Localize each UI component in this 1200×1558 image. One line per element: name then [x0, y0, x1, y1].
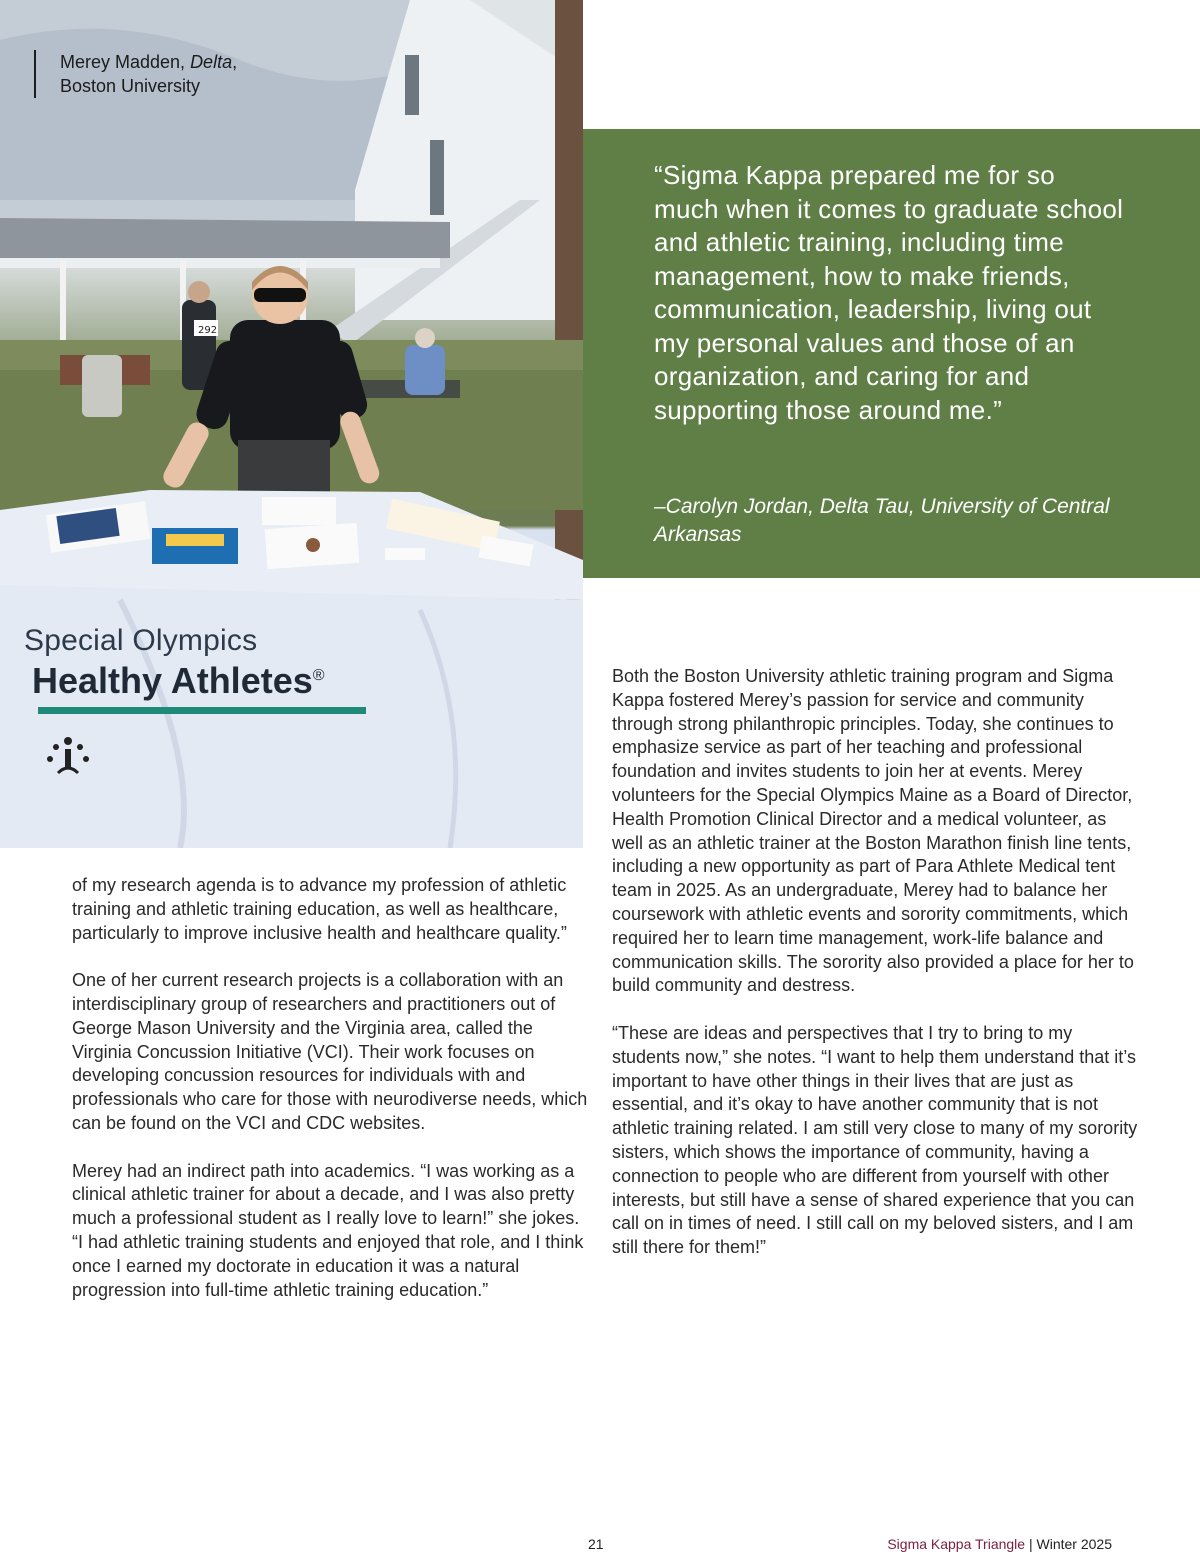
- table-label-special-olympics: Special Olympics: [24, 624, 258, 657]
- paragraph: “These are ideas and perspectives that I try to bring to my students now,” she notes. “I want to help them understand that it’s important to have other things in their lives that are just as essential, and it’s okay to have another community that is not athletic training related. I am still very close to many of my sorority sisters, which shows the importance of community, having a connection to people who are different from yourself with other interests, but still have a sense of shared experience that you can call on in times of need. I still call on my beloved sisters, and I am still there for them!”: [612, 1022, 1138, 1258]
- magazine-name: Sigma Kappa Triangle: [887, 1536, 1026, 1552]
- paragraph: Both the Boston University athletic training program and Sigma Kappa fostered Merey’s passion for service and community through strong philanthropic principles. Today, she continues to emphasize service as part of her teaching and professional foundation and invites students to join her at events. Merey volunteers for the Special Olympics Maine as a Board of Director, Health Promotion Clinical Director and a medical volunteer, as well as an athletic trainer at the Boston Marathon finish line tents, including a new opportunity as part of Para Athlete Medical tent team in 2025. As an undergraduate, Merey had to balance her coursework with athletic events and sorority commitments, which required her to learn time management, work-life balance and communication skills. The sorority also provided a place for her to build community and destress.: [612, 666, 1134, 996]
- paragraph: One of her current research projects is a collaboration with an interdisciplinary group of researchers and practitioners out of George Mason University and the Virginia area, called the Virginia Concussion Initiative (VCI). Their work focuses on developing concussion resources for individuals with and professionals who care for those with neurodiverse needs, which can be found on the VCI and CDC websites.: [72, 970, 588, 1133]
- issue-label: Winter 2025: [1036, 1536, 1112, 1552]
- article-column-left: [72, 874, 592, 1326]
- feature-photo: [0, 0, 583, 848]
- photo-scene: [0, 0, 583, 848]
- caption-school: Boston University: [60, 76, 201, 96]
- pull-quote-text: “Sigma Kappa prepared me for so much when it comes to graduate school and athletic training, including time management, how to make friends, communication, leadership, living out my personal values and those of an organization, and caring for and supporting those around me.”: [654, 160, 1124, 425]
- paragraph: Merey had an indirect path into academics. “I was working as a clinical athletic trainer for about a decade, and I was also pretty much a professional student as I really love to learn!” she jokes. “I had athletic training students and enjoyed that role, and I think once I earned my doctorate in education it was a natural progression into full-time athletic training education.”: [72, 1160, 584, 1300]
- footer-publication: [887, 1536, 1112, 1552]
- article-column-right: [612, 665, 1142, 1284]
- photo-caption: [34, 50, 237, 98]
- pull-quote-attribution: –Carolyn Jordan, Delta Tau, University of Central Arkansas: [654, 495, 1110, 546]
- page-number: 21: [588, 1536, 604, 1552]
- table-label-healthy-athletes: [32, 660, 325, 702]
- caption-chapter: Delta: [190, 52, 233, 72]
- caption-comma: ,: [232, 52, 238, 72]
- pull-quote-panel: [583, 129, 1200, 578]
- footer-separator: |: [1025, 1536, 1037, 1552]
- bib-number: 292: [198, 325, 218, 336]
- paragraph: of my research agenda is to advance my profession of athletic training and athletic training education, as well as healthcare, particularly to improve inclusive health and healthcare quality.”: [72, 875, 567, 943]
- caption-name: Merey Madden,: [60, 52, 191, 72]
- registered-mark: ®: [312, 667, 325, 684]
- table-label-healthy-athletes-text: Healthy Athletes: [32, 660, 313, 701]
